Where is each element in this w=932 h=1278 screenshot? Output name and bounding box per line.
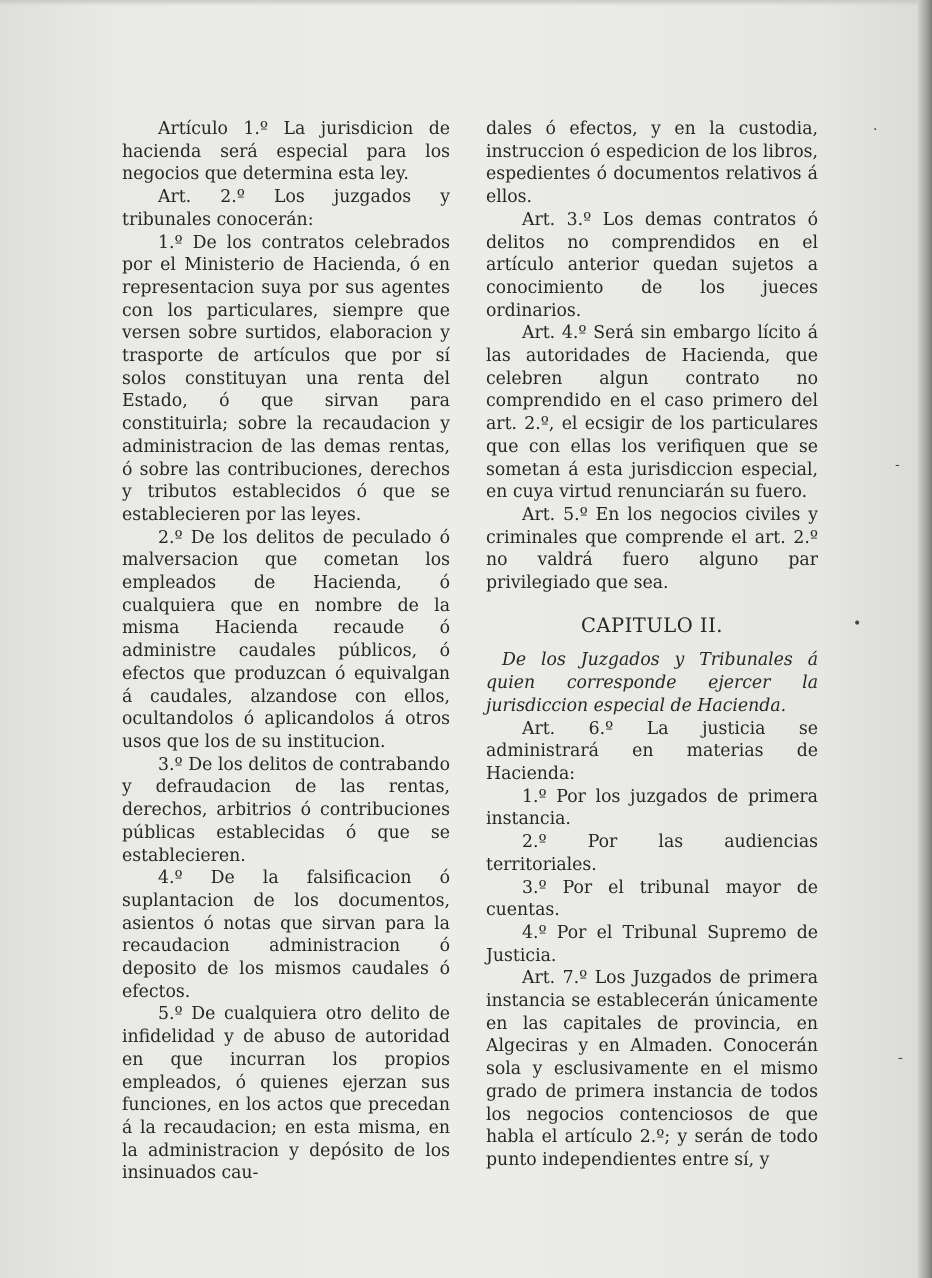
article-6-item-2: 2.º Por las audiencias territoriales. <box>486 832 818 875</box>
chapter-subtitle: De los Juzgados y Tribunales á quien corresponde ejercer la jurisdiccion especial de Hacienda. <box>486 650 818 716</box>
article-3: Art. 3.º Los demas contratos ó delitos no comprendidos en el artículo anterior quedan sujetos a conocimiento de los jueces ordinarios. <box>486 209 818 321</box>
article-2-item-4: 4.º De la falsificacion ó suplantacion de los documentos, asientos ó notas que sirvan para la recaudacion administracion ó deposito de los mismos caudales ó efectos. <box>122 868 450 1002</box>
article-2-item-5: 5.º De cualquiera otro delito de infidelidad y de abuso de autoridad en que incurran los propios empleados, ó quienes ejerzan sus funciones, en los actos que precedan á la recaudacion; en esta misma, en la administracion y depósito de los insinuados cau- <box>122 1004 450 1184</box>
article-6-item-4: 4.º Por el Tribunal Supremo de Justicia. <box>486 922 818 966</box>
article-5: Art. 5.º En los negocios civiles y criminales que comprende el art. 2.º no valdrá fuero alguno par privilegiado que sea. <box>486 504 818 594</box>
left-column <box>122 118 450 1185</box>
right-column <box>486 118 818 1172</box>
article-6-item-3: 3.º Por el tribunal mayor de cuentas. <box>486 877 818 921</box>
margin-dot: · <box>873 122 878 138</box>
article-4: Art. 4.º Será sin embargo lícito á las autoridades de Hacienda, que celebren algun contrato no comprendido en el caso primero del art. 2.º, el ecsigir de los particulares que con ellas los verifiquen que se sometan á esta jurisdiccion especial, en cuya virtud renunciarán su fuero. <box>486 323 818 503</box>
chapter-heading: CAPITULO II. <box>580 613 723 637</box>
article-2-item-1: 1.º De los contratos celebrados por el Ministerio de Hacienda, ó en representacion suya por sus agentes con los particulares, siempre que versen sobre surtidos, elaboracion y trasporte de artículos que por sí solos constituyan una renta del Estado, ó que sirvan para constituirla; sobre la recaudacion y administracion de las demas rentas, ó sobre las contribuciones, derechos y tributos establecidos ó que se establecieren por las leyes. <box>122 232 450 525</box>
article-7: Art. 7.º Los Juzgados de primera instancia se establecerán únicamente en las capitales de provincia, en Algeciras y en Almaden. Conocerán sola y esclusivamente en el mismo grado de primera instancia de todos los negocios contenciosos de que habla el artículo 2.º; y serán de todo punto independientes entre sí, y <box>486 968 818 1170</box>
page-top-shadow <box>0 0 932 6</box>
article-6: Art. 6.º La justicia se administrará en materias de Hacienda: <box>486 718 818 784</box>
article-2-item-2: 2.º De los delitos de peculado ó malversacion que cometan los empleados de Hacienda, ó cualquiera que en nombre de la misma Hacienda recaude ó administre caudales públicos, ó efectos que produzcan ó equivalgan á caudales, alzandose con ellos, ocultandolos ó aplicandolos á otros usos que los de su institucion. <box>122 527 450 752</box>
article-2-item-3: 3.º De los delitos de contrabando y defraudacion de las rentas, derechos, arbitrios ó contribuciones públicas establecidas ó que se establecieren. <box>122 754 450 866</box>
margin-dot: • <box>853 616 862 632</box>
article-2: Art. 2.º Los juzgados y tribunales conocerán: <box>122 187 450 230</box>
article-6-item-1: 1.º Por los juzgados de primera instancia. <box>486 786 818 830</box>
article-2-item-5-continued: dales ó efectos, y en la custodia, instruccion ó espedicion de los libros, espedientes ó documentos relativos á ellos. <box>486 119 818 208</box>
margin-dash: - <box>898 1050 903 1066</box>
page-binding-edge <box>918 0 932 1278</box>
margin-dash: - <box>895 457 900 473</box>
article-1: Artículo 1.º La jurisdicion de hacienda será especial para los negocios que determina esta ley. <box>122 119 450 185</box>
